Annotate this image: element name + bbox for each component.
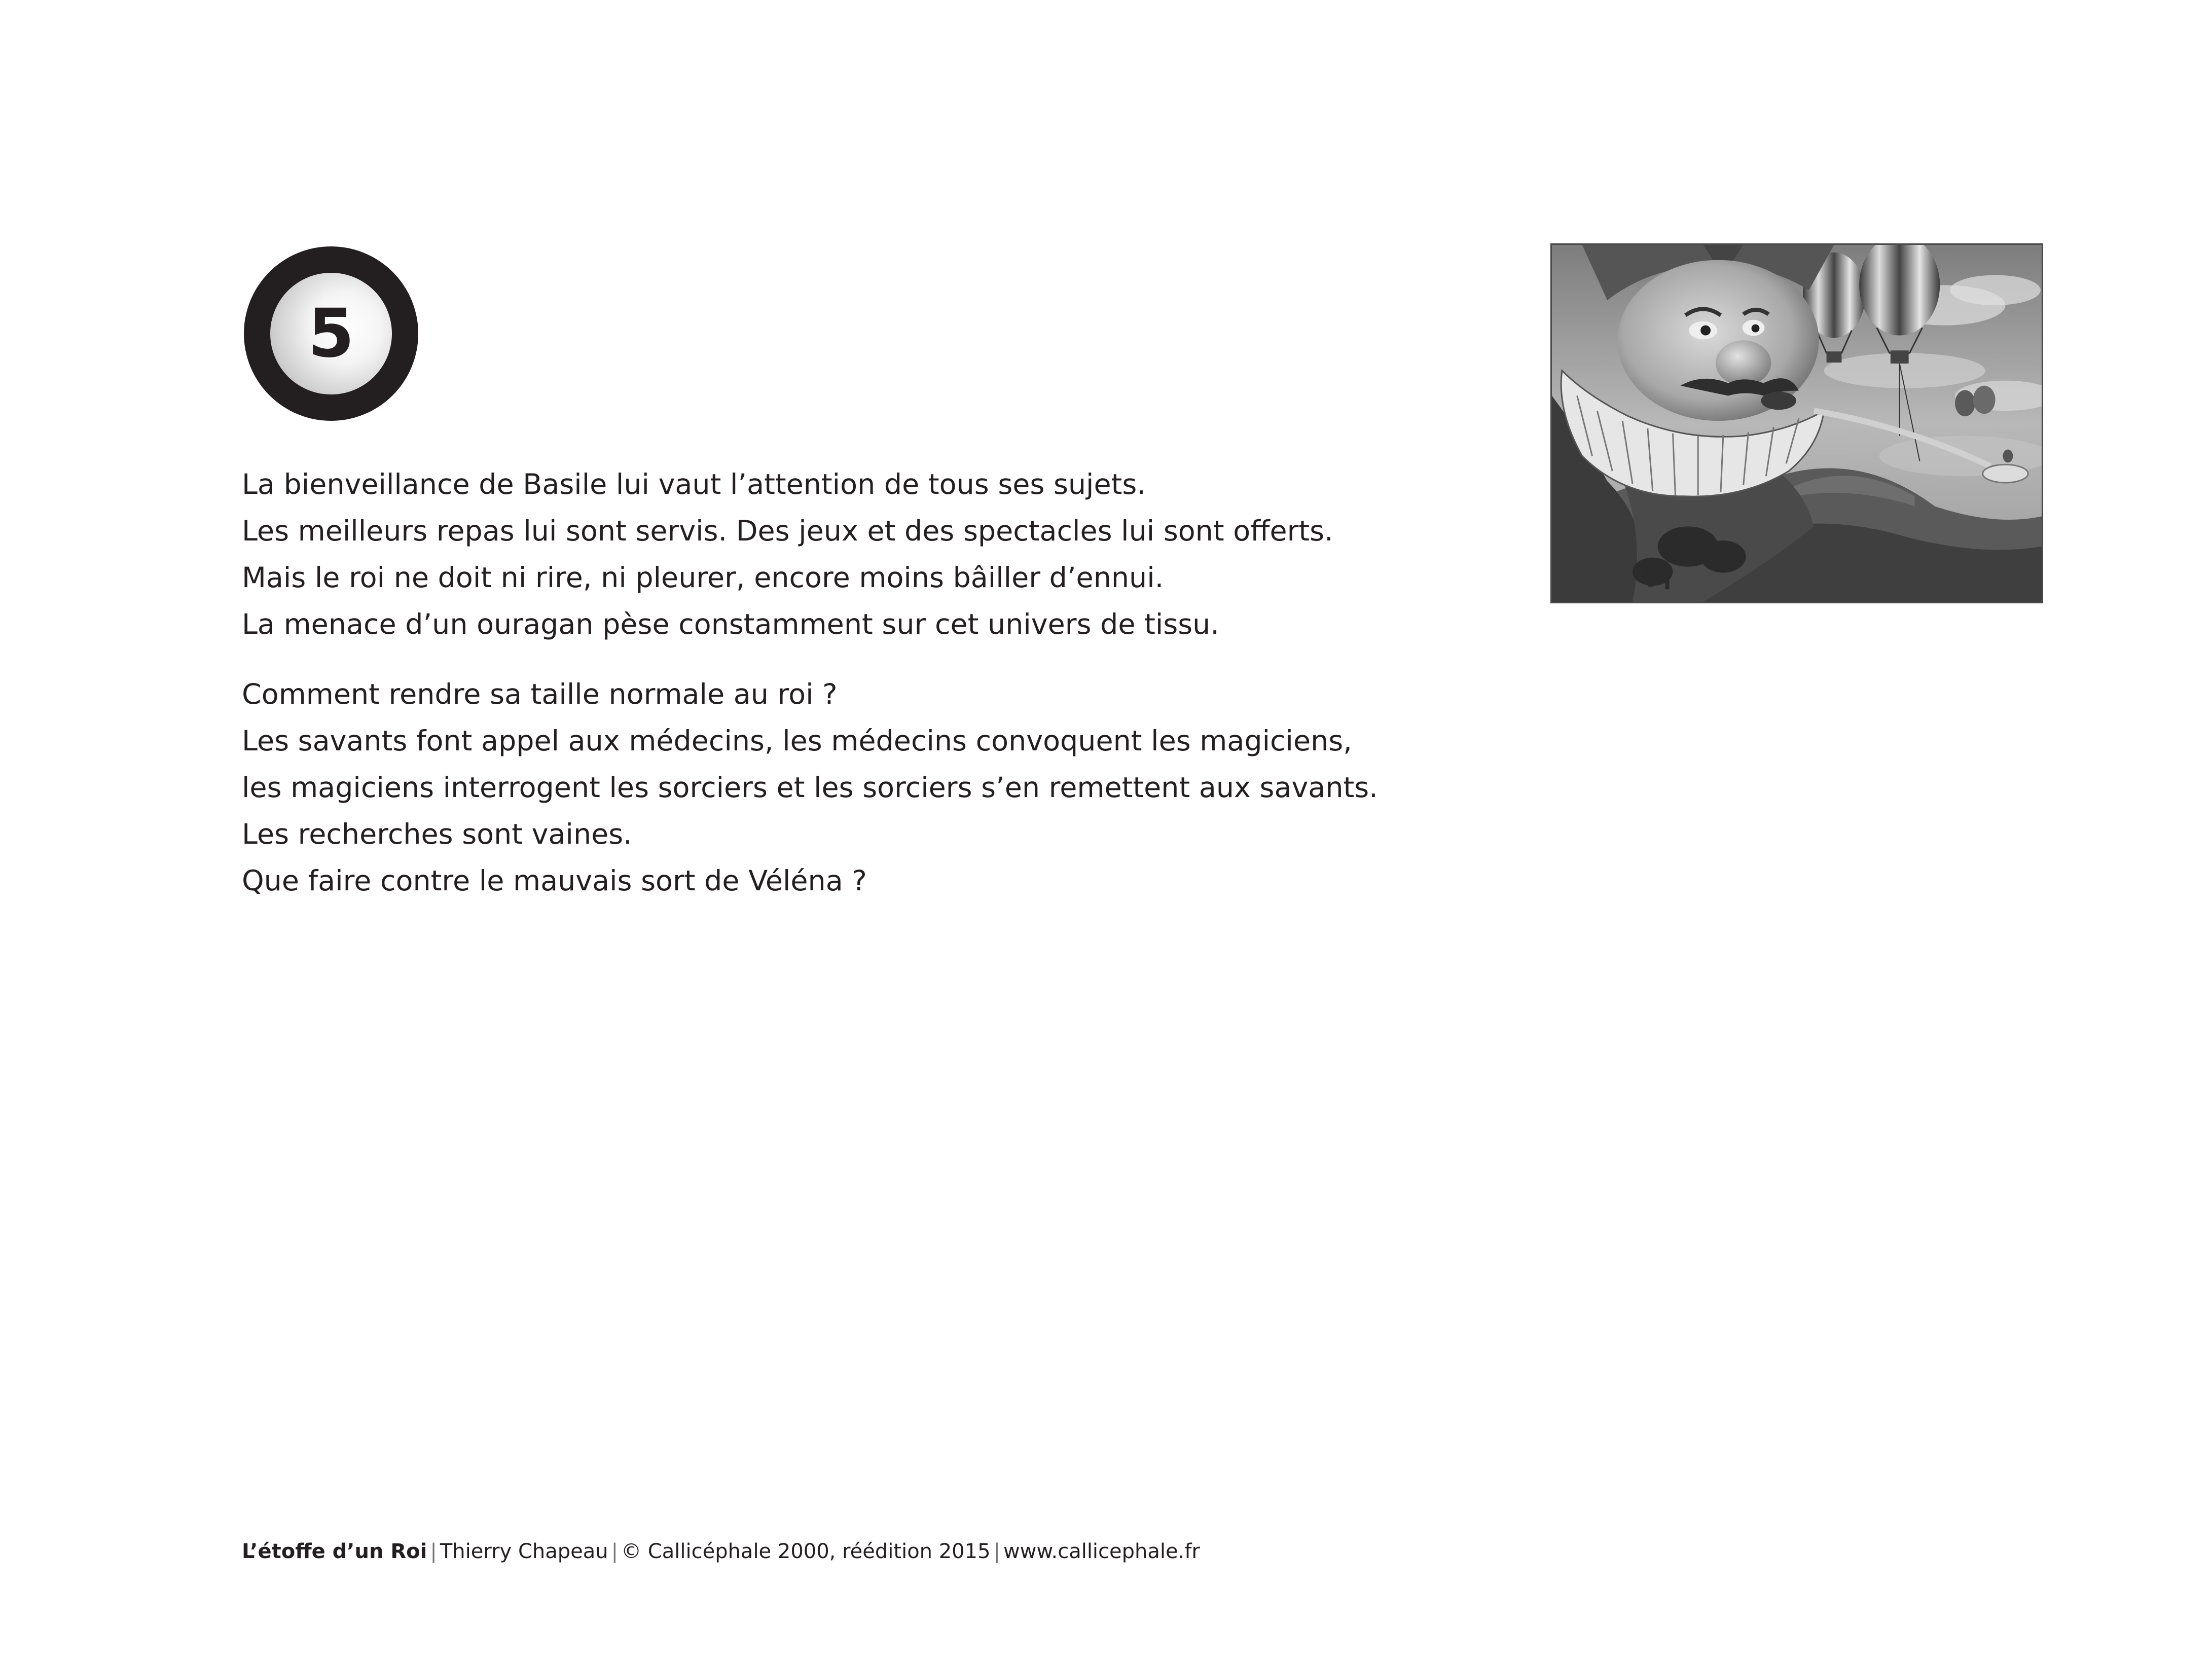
king-illustration xyxy=(1550,243,2043,603)
footer-website-link[interactable]: www.callicephale.fr xyxy=(1003,1540,1200,1563)
footer-author: Thierry Chapeau xyxy=(440,1540,608,1563)
story-line: Que faire contre le mauvais sort de Véléna ? xyxy=(242,864,867,897)
chapter-number-disc xyxy=(270,273,392,394)
story-paragraph-1 xyxy=(242,461,1459,648)
story-line: Comment rendre sa taille normale au roi ? xyxy=(242,678,838,711)
story-line: Les recherches sont vaines. xyxy=(242,818,632,851)
footer-separator: | xyxy=(993,1540,1001,1563)
story-line: La bienveillance de Basile lui vaut l’attention de tous ses sujets. xyxy=(242,468,1146,501)
footer-book-title: L’étoffe d’un Roi xyxy=(242,1540,427,1563)
story-line: Les meilleurs repas lui sont servis. Des jeux et des spectacles lui sont offerts. xyxy=(242,515,1333,548)
story-paragraph-2 xyxy=(242,671,1459,905)
footer-separator: | xyxy=(611,1540,619,1563)
king-illustration-drawing xyxy=(1552,245,2042,602)
story-line: les magiciens interrogent les sorciers et les sorciers s’en remettent aux savants. xyxy=(242,771,1378,804)
chapter-number: 5 xyxy=(308,295,354,373)
story-line: La menace d’un ouragan pèse constamment sur cet univers de tissu. xyxy=(242,608,1220,641)
story-line: Mais le roi ne doit ni rire, ni pleurer, encore moins bâiller d’ennui. xyxy=(242,561,1164,594)
page-footer xyxy=(242,1536,1200,1567)
footer-separator: | xyxy=(430,1540,437,1563)
story-text xyxy=(242,461,1459,905)
chapter-number-badge xyxy=(244,246,418,421)
footer-copyright: © Callicéphale 2000, réédition 2015 xyxy=(621,1540,991,1563)
story-line: Les savants font appel aux médecins, les médecins convoquent les magiciens, xyxy=(242,725,1352,757)
